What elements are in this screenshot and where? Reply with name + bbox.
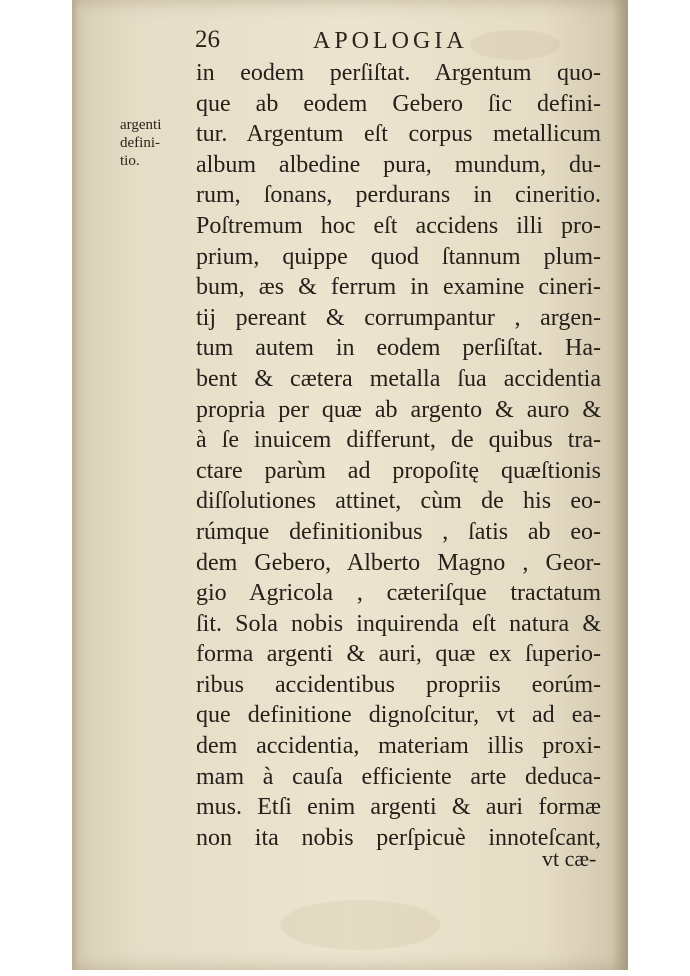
text-line: bent & cætera metalla ſua accidentia <box>196 365 601 392</box>
text-line: à ſe inuicem differunt, de quibus tra- <box>196 427 601 454</box>
text-line: ctare parùm ad propoſitę quæſtionis <box>196 457 601 484</box>
text-line: propria per quæ ab argento & auro & <box>196 396 601 423</box>
paper-stain <box>470 30 560 60</box>
page-number: 26 <box>195 26 220 53</box>
page-gutter-shadow <box>72 0 78 970</box>
text-line: que definitione dignoſcitur, vt ad ea- <box>196 702 601 729</box>
text-line: tij pereant & corrumpantur , argen- <box>196 304 601 331</box>
text-line: in eodem perſiſtat. Argentum quo- <box>196 60 601 86</box>
text-line: ſit. Sola nobis inquirenda eſt natura & <box>196 610 601 637</box>
text-line: que ab eodem Gebero ſic defini- <box>196 90 601 117</box>
text-line: rum, ſonans, perdurans in cineritio. <box>196 182 601 209</box>
text-line: non ita nobis perſpicuè innoteſcant, <box>196 824 601 851</box>
text-line: tum autem in eodem perſiſtat. Ha- <box>196 335 601 362</box>
margin-note-line: argenti <box>120 117 162 133</box>
paper-stain <box>280 900 440 950</box>
text-line: bum, æs & ferrum in examine cineri- <box>196 274 601 301</box>
text-line: ribus accidentibus propriis eorúm- <box>196 671 601 698</box>
body-text <box>196 58 606 853</box>
text-line: rúmque definitionibus , ſatis ab eo- <box>196 518 601 545</box>
text-line: prium, quippe quod ſtannum plum- <box>196 243 601 270</box>
text-line: diſſolutiones attinet, cùm de his eo- <box>196 488 601 515</box>
text-line: mam à cauſa efficiente arte deduca- <box>196 763 601 790</box>
text-line: dem Gebero, Alberto Magno , Geor- <box>196 549 601 576</box>
margin-note-line: tio. <box>120 153 140 169</box>
text-line: forma argenti & auri, quæ ex ſuperio- <box>196 641 601 668</box>
margin-note <box>120 116 190 170</box>
text-line: gio Agricola , cæteriſque tractatum <box>196 580 601 607</box>
text-line: mus. Etſi enim argenti & auri formæ <box>196 794 601 821</box>
running-title: APOLOGIA <box>313 28 468 54</box>
text-line: album albedine pura, mundum, du- <box>196 151 601 178</box>
text-line: dem accidentia, materiam illis proxi- <box>196 733 601 760</box>
margin-note-line: defini- <box>120 135 160 151</box>
page-edge-shadow <box>612 0 628 970</box>
text-line: Poſtremum hoc eſt accidens illi pro- <box>196 212 601 239</box>
text-line: tur. Argentum eſt corpus metallicum <box>196 121 601 148</box>
catchword: vt cæ- <box>542 846 597 871</box>
